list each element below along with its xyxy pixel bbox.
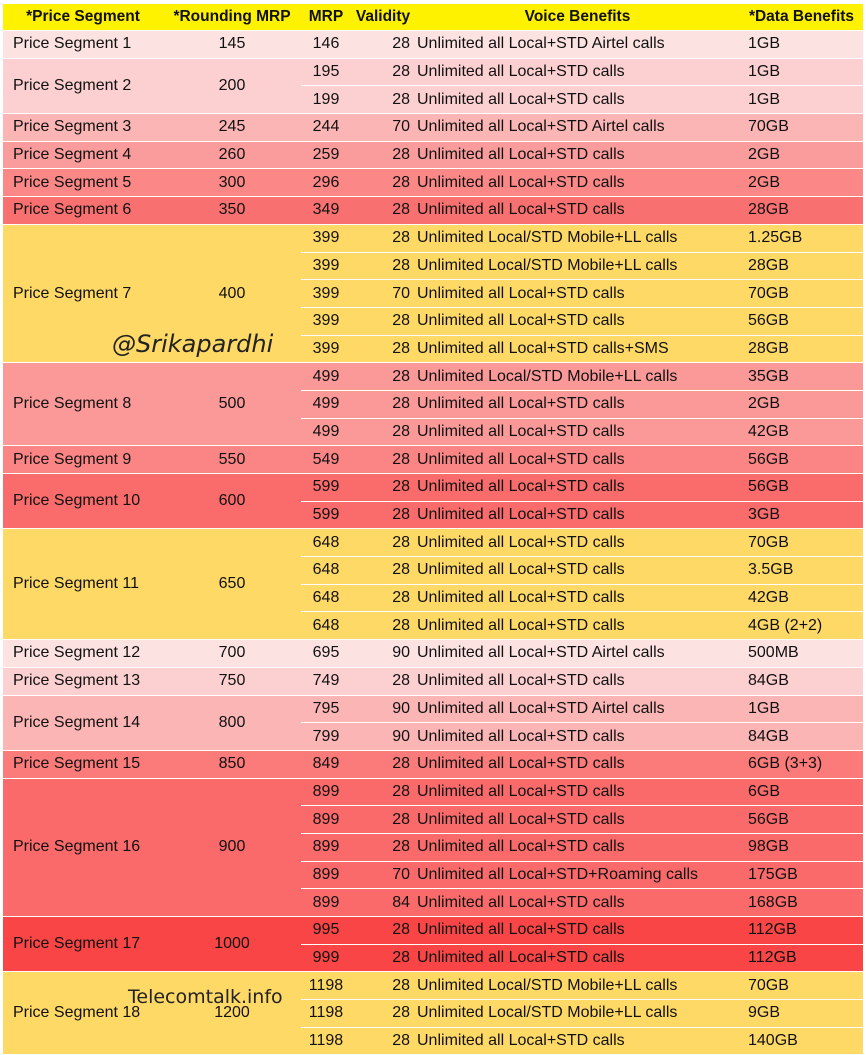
mrp-cell: 899 — [301, 833, 351, 861]
table-row — [3, 695, 863, 723]
table-row — [3, 197, 863, 225]
data-benefits-cell: 2GB — [740, 141, 863, 169]
validity-cell: 70 — [351, 114, 415, 142]
voice-benefits-cell: Unlimited all Local+STD calls — [415, 446, 740, 474]
mrp-cell: 795 — [301, 695, 351, 723]
mrp-cell: 1198 — [301, 1027, 351, 1055]
rounding-mrp-cell: 145 — [163, 31, 301, 59]
data-benefits-cell: 175GB — [740, 861, 863, 889]
table-row — [3, 31, 863, 59]
validity-cell: 28 — [351, 1027, 415, 1055]
data-benefits-cell: 500MB — [740, 640, 863, 668]
table-row — [3, 141, 863, 169]
rounding-mrp-cell: 650 — [163, 529, 301, 640]
mrp-cell: 849 — [301, 750, 351, 778]
table-row — [3, 750, 863, 778]
voice-benefits-cell: Unlimited all Local+STD calls — [415, 307, 740, 335]
header-price-segment: *Price Segment — [3, 4, 163, 31]
validity-cell: 28 — [351, 1000, 415, 1028]
voice-benefits-cell: Unlimited all Local+STD+Roaming calls — [415, 861, 740, 889]
rounding-mrp-cell: 245 — [163, 114, 301, 142]
validity-cell: 28 — [351, 224, 415, 252]
validity-cell: 28 — [351, 169, 415, 197]
data-benefits-cell: 28GB — [740, 335, 863, 363]
data-benefits-cell: 112GB — [740, 917, 863, 945]
data-benefits-cell: 6GB — [740, 778, 863, 806]
voice-benefits-cell: Unlimited all Local+STD calls — [415, 557, 740, 585]
voice-benefits-cell: Unlimited all Local+STD calls — [415, 86, 740, 114]
validity-cell: 28 — [351, 197, 415, 225]
price-segment-cell: Price Segment 1 — [3, 31, 163, 59]
rounding-mrp-cell: 750 — [163, 667, 301, 695]
voice-benefits-cell: Unlimited all Local+STD calls — [415, 667, 740, 695]
rounding-mrp-cell: 550 — [163, 446, 301, 474]
validity-cell: 90 — [351, 695, 415, 723]
validity-cell: 28 — [351, 446, 415, 474]
data-benefits-cell: 70GB — [740, 280, 863, 308]
rounding-mrp-cell: 300 — [163, 169, 301, 197]
validity-cell: 28 — [351, 307, 415, 335]
table-row — [3, 529, 863, 557]
mrp-cell: 899 — [301, 806, 351, 834]
data-benefits-cell: 56GB — [740, 806, 863, 834]
watermark-site: Telecomtalk.info — [128, 986, 283, 1008]
watermark-handle: @Srikapardhi — [112, 330, 274, 358]
data-benefits-cell: 42GB — [740, 584, 863, 612]
data-benefits-cell: 1GB — [740, 695, 863, 723]
mrp-cell: 199 — [301, 86, 351, 114]
mrp-cell: 899 — [301, 889, 351, 917]
price-segment-cell: Price Segment 9 — [3, 446, 163, 474]
table-row — [3, 224, 863, 252]
price-segment-cell: Price Segment 5 — [3, 169, 163, 197]
validity-cell: 28 — [351, 972, 415, 1000]
mrp-cell: 599 — [301, 474, 351, 502]
rounding-mrp-cell: 600 — [163, 474, 301, 529]
mrp-cell: 499 — [301, 363, 351, 391]
validity-cell: 28 — [351, 335, 415, 363]
data-benefits-cell: 98GB — [740, 833, 863, 861]
voice-benefits-cell: Unlimited all Local+STD calls — [415, 169, 740, 197]
data-benefits-cell: 4GB (2+2) — [740, 612, 863, 640]
mrp-cell: 749 — [301, 667, 351, 695]
mrp-cell: 899 — [301, 778, 351, 806]
data-benefits-cell: 42GB — [740, 418, 863, 446]
mrp-cell: 244 — [301, 114, 351, 142]
rounding-mrp-cell: 260 — [163, 141, 301, 169]
mrp-cell: 648 — [301, 529, 351, 557]
validity-cell: 90 — [351, 723, 415, 751]
data-benefits-cell: 70GB — [740, 529, 863, 557]
data-benefits-cell: 168GB — [740, 889, 863, 917]
validity-cell: 28 — [351, 944, 415, 972]
mrp-cell: 549 — [301, 446, 351, 474]
data-benefits-cell: 2GB — [740, 390, 863, 418]
table-row — [3, 474, 863, 502]
validity-cell: 28 — [351, 833, 415, 861]
data-benefits-cell: 1GB — [740, 58, 863, 86]
validity-cell: 28 — [351, 363, 415, 391]
validity-cell: 70 — [351, 280, 415, 308]
price-segment-cell: Price Segment 6 — [3, 197, 163, 225]
voice-benefits-cell: Unlimited all Local+STD calls — [415, 833, 740, 861]
table-row — [3, 640, 863, 668]
mrp-cell: 648 — [301, 612, 351, 640]
price-segment-cell: Price Segment 12 — [3, 640, 163, 668]
voice-benefits-cell: Unlimited all Local+STD calls — [415, 1027, 740, 1055]
voice-benefits-cell: Unlimited all Local+STD calls — [415, 141, 740, 169]
mrp-cell: 695 — [301, 640, 351, 668]
mrp-cell: 499 — [301, 390, 351, 418]
mrp-cell: 146 — [301, 31, 351, 59]
data-benefits-cell: 1GB — [740, 86, 863, 114]
rounding-mrp-cell: 900 — [163, 778, 301, 916]
validity-cell: 28 — [351, 806, 415, 834]
data-benefits-cell: 84GB — [740, 723, 863, 751]
data-benefits-cell: 1.25GB — [740, 224, 863, 252]
rounding-mrp-cell: 500 — [163, 363, 301, 446]
validity-cell: 28 — [351, 557, 415, 585]
price-segment-cell: Price Segment 11 — [3, 529, 163, 640]
voice-benefits-cell: Unlimited all Local+STD calls+SMS — [415, 335, 740, 363]
voice-benefits-cell: Unlimited all Local+STD calls — [415, 889, 740, 917]
header-validity: Validity — [351, 4, 415, 31]
mrp-cell: 399 — [301, 252, 351, 280]
price-segment-cell: Price Segment 17 — [3, 917, 163, 972]
mrp-cell: 899 — [301, 861, 351, 889]
voice-benefits-cell: Unlimited all Local+STD Airtel calls — [415, 31, 740, 59]
voice-benefits-cell: Unlimited all Local+STD calls — [415, 280, 740, 308]
voice-benefits-cell: Unlimited Local/STD Mobile+LL calls — [415, 252, 740, 280]
mrp-cell: 259 — [301, 141, 351, 169]
voice-benefits-cell: Unlimited all Local+STD calls — [415, 778, 740, 806]
price-segment-cell: Price Segment 2 — [3, 58, 163, 113]
mrp-cell: 399 — [301, 224, 351, 252]
mrp-cell: 648 — [301, 557, 351, 585]
table-body — [3, 31, 863, 1055]
mrp-cell: 999 — [301, 944, 351, 972]
table-row — [3, 169, 863, 197]
voice-benefits-cell: Unlimited all Local+STD calls — [415, 474, 740, 502]
table-row — [3, 114, 863, 142]
validity-cell: 28 — [351, 667, 415, 695]
price-segment-cell: Price Segment 13 — [3, 667, 163, 695]
header-voice-benefits: Voice Benefits — [415, 4, 740, 31]
validity-cell: 28 — [351, 390, 415, 418]
voice-benefits-cell: Unlimited Local/STD Mobile+LL calls — [415, 1000, 740, 1028]
validity-cell: 84 — [351, 889, 415, 917]
header-row — [3, 4, 863, 31]
price-segment-cell: Price Segment 8 — [3, 363, 163, 446]
price-segment-cell: Price Segment 4 — [3, 141, 163, 169]
validity-cell: 28 — [351, 501, 415, 529]
header-mrp: MRP — [301, 4, 351, 31]
voice-benefits-cell: Unlimited all Local+STD calls — [415, 612, 740, 640]
rounding-mrp-cell: 800 — [163, 695, 301, 750]
data-benefits-cell: 84GB — [740, 667, 863, 695]
table-row — [3, 446, 863, 474]
validity-cell: 70 — [351, 861, 415, 889]
validity-cell: 28 — [351, 778, 415, 806]
data-benefits-cell: 35GB — [740, 363, 863, 391]
rounding-mrp-cell: 200 — [163, 58, 301, 113]
validity-cell: 28 — [351, 529, 415, 557]
voice-benefits-cell: Unlimited all Local+STD calls — [415, 529, 740, 557]
data-benefits-cell: 3.5GB — [740, 557, 863, 585]
data-benefits-cell: 70GB — [740, 114, 863, 142]
data-benefits-cell: 112GB — [740, 944, 863, 972]
table-row — [3, 667, 863, 695]
table-row — [3, 363, 863, 391]
voice-benefits-cell: Unlimited all Local+STD calls — [415, 501, 740, 529]
price-segment-table — [3, 4, 863, 1055]
data-benefits-cell: 3GB — [740, 501, 863, 529]
data-benefits-cell: 70GB — [740, 972, 863, 1000]
price-segment-cell: Price Segment 10 — [3, 474, 163, 529]
validity-cell: 28 — [351, 418, 415, 446]
table-row — [3, 778, 863, 806]
validity-cell: 28 — [351, 612, 415, 640]
data-benefits-cell: 56GB — [740, 474, 863, 502]
voice-benefits-cell: Unlimited all Local+STD calls — [415, 750, 740, 778]
voice-benefits-cell: Unlimited Local/STD Mobile+LL calls — [415, 972, 740, 1000]
voice-benefits-cell: Unlimited all Local+STD calls — [415, 418, 740, 446]
price-segment-cell: Price Segment 15 — [3, 750, 163, 778]
voice-benefits-cell: Unlimited all Local+STD Airtel calls — [415, 695, 740, 723]
data-benefits-cell: 9GB — [740, 1000, 863, 1028]
rounding-mrp-cell: 350 — [163, 197, 301, 225]
voice-benefits-cell: Unlimited all Local+STD calls — [415, 917, 740, 945]
validity-cell: 28 — [351, 86, 415, 114]
data-benefits-cell: 56GB — [740, 446, 863, 474]
mrp-cell: 1198 — [301, 1000, 351, 1028]
price-segment-cell: Price Segment 18 — [3, 972, 163, 1055]
validity-cell: 28 — [351, 31, 415, 59]
price-segment-cell: Price Segment 16 — [3, 778, 163, 916]
validity-cell: 90 — [351, 640, 415, 668]
validity-cell: 28 — [351, 141, 415, 169]
voice-benefits-cell: Unlimited all Local+STD calls — [415, 944, 740, 972]
header-rounding-mrp: *Rounding MRP — [163, 4, 301, 31]
data-benefits-cell: 2GB — [740, 169, 863, 197]
validity-cell: 28 — [351, 584, 415, 612]
rounding-mrp-cell: 400 — [163, 224, 301, 362]
mrp-cell: 648 — [301, 584, 351, 612]
mrp-cell: 599 — [301, 501, 351, 529]
rounding-mrp-cell: 1200 — [163, 972, 301, 1055]
voice-benefits-cell: Unlimited Local/STD Mobile+LL calls — [415, 224, 740, 252]
voice-benefits-cell: Unlimited all Local+STD calls — [415, 723, 740, 751]
mrp-cell: 995 — [301, 917, 351, 945]
mrp-cell: 1198 — [301, 972, 351, 1000]
price-segment-cell: Price Segment 7 — [3, 224, 163, 362]
mrp-cell: 399 — [301, 280, 351, 308]
voice-benefits-cell: Unlimited all Local+STD Airtel calls — [415, 640, 740, 668]
mrp-cell: 399 — [301, 307, 351, 335]
table-row — [3, 917, 863, 945]
mrp-cell: 799 — [301, 723, 351, 751]
validity-cell: 28 — [351, 252, 415, 280]
voice-benefits-cell: Unlimited all Local+STD calls — [415, 584, 740, 612]
validity-cell: 28 — [351, 58, 415, 86]
voice-benefits-cell: Unlimited all Local+STD Airtel calls — [415, 114, 740, 142]
mrp-cell: 296 — [301, 169, 351, 197]
voice-benefits-cell: Unlimited Local/STD Mobile+LL calls — [415, 363, 740, 391]
data-benefits-cell: 28GB — [740, 197, 863, 225]
data-benefits-cell: 6GB (3+3) — [740, 750, 863, 778]
validity-cell: 28 — [351, 750, 415, 778]
mrp-cell: 195 — [301, 58, 351, 86]
data-benefits-cell: 1GB — [740, 31, 863, 59]
table-header — [3, 4, 863, 31]
voice-benefits-cell: Unlimited all Local+STD calls — [415, 390, 740, 418]
price-segment-cell: Price Segment 14 — [3, 695, 163, 750]
data-benefits-cell: 56GB — [740, 307, 863, 335]
mrp-cell: 349 — [301, 197, 351, 225]
rounding-mrp-cell: 850 — [163, 750, 301, 778]
price-segment-cell: Price Segment 3 — [3, 114, 163, 142]
validity-cell: 28 — [351, 917, 415, 945]
mrp-cell: 399 — [301, 335, 351, 363]
rounding-mrp-cell: 700 — [163, 640, 301, 668]
data-benefits-cell: 140GB — [740, 1027, 863, 1055]
data-benefits-cell: 28GB — [740, 252, 863, 280]
header-data-benefits: *Data Benefits — [740, 4, 863, 31]
validity-cell: 28 — [351, 474, 415, 502]
table-row — [3, 58, 863, 86]
voice-benefits-cell: Unlimited all Local+STD calls — [415, 58, 740, 86]
rounding-mrp-cell: 1000 — [163, 917, 301, 972]
mrp-cell: 499 — [301, 418, 351, 446]
voice-benefits-cell: Unlimited all Local+STD calls — [415, 197, 740, 225]
voice-benefits-cell: Unlimited all Local+STD calls — [415, 806, 740, 834]
